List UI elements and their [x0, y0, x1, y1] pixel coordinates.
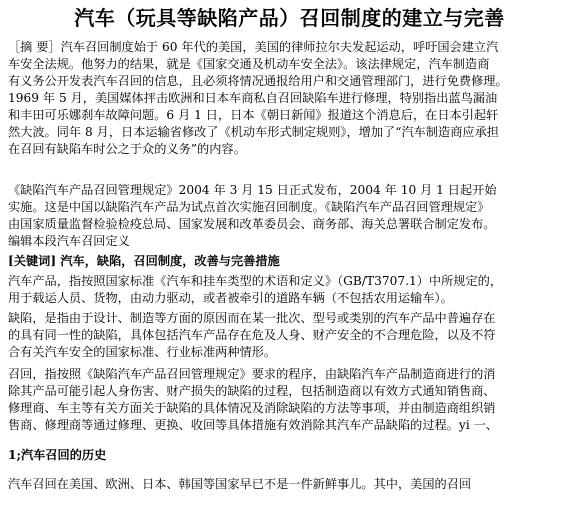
definition-product-line-1: 汽车产品，指按照国家标准《汽车和挂车类型的术语和定义》（GB/T3707.1）中所规定的，: [8, 274, 503, 288]
document-title: 汽车（玩具等缺陷产品）召回制度的建立与完善: [74, 6, 505, 30]
history-paragraph-line-1: 汽车召回在美国、欧洲、日本、韩国等国家早已不是一件新鲜事儿。其中，美国的召回: [8, 477, 472, 491]
keywords-line: [关键词] 汽车，缺陷，召回制度，改善与完善措施: [8, 254, 280, 268]
definition-recall-line-3: 修理商、车主等有关方面关于缺陷的具体情况及消除缺陷的方法等事项，并由制造商组织销: [8, 401, 496, 415]
abstract-line-6: 然大波。同年 8 月，日本运输省修改了《机动车形式制定规则》，增加了“汽车制造商应承担: [8, 125, 499, 139]
abstract-line-1: ［摘 要］汽车召回制度始于 60 年代的美国，美国的律师拉尔夫发起运动，呼吁国会建立汽: [8, 40, 499, 54]
definition-defect-line-3: 合有关汽车安全的国家标准、行业标准两种情形。: [8, 345, 277, 359]
abstract-line-5: 和丰田可乐娜刹车故障问题。6 月 1 日，日本《朝日新闻》报道这个消息后，在日本引起轩: [8, 108, 499, 122]
abstract-line-3: 有义务公开发表汽车召回的信息，且必须将情况通报给用户和交通管理部门，进行免费修理。: [8, 74, 508, 88]
definition-defect-line-2: 的具有同一性的缺陷，具体包括汽车产品存在危及人身、财产安全的不合理危险，以及不符: [8, 328, 496, 342]
definition-recall-line-1: 召回，指按照《缺陷汽车产品召回管理规定》要求的程序，由缺陷汽车产品制造商进行的消: [8, 367, 496, 381]
regulation-line-3: 由国家质量监督检验检疫总局、国家发展和改革委员会、商务部、海关总署联合制定发布。: [8, 217, 496, 231]
regulation-line-1: 《缺陷汽车产品召回管理规定》2004 年 3 月 15 日正式发布，2004 年 10 月 1 日起开始: [8, 183, 497, 197]
abstract-line-2: 车安全法规。他努力的结果，就是《国家交通及机动车安全法》。该法律规定，汽车制造商: [8, 57, 490, 71]
abstract-line-7: 在召回有缺陷车时公之于众的义务”的内容。: [8, 142, 246, 156]
definition-defect-line-1: 缺陷，是指由于设计、制造等方面的原因而在某一批次、型号或类别的汽车产品中普遍存在: [8, 311, 496, 325]
section-label-definition: 编辑本段汽车召回定义: [8, 234, 130, 248]
definition-product-line-2: 用于载运人员、货物，由动力驱动，或者被牵引的道路车辆（不包括农用运输车）。: [8, 291, 453, 305]
regulation-line-2: 实施。这是中国以缺陷汽车产品为试点首次实施召回制度。《缺陷汽车产品召回管理规定》: [8, 200, 490, 214]
abstract-line-4: 1969 年 5 月，美国媒体抨击欧洲和日本车商私自召回缺陷车进行修理，特别指出蓝鸟漏油: [8, 91, 498, 105]
definition-recall-line-2: 除其产品可能引起人身伤害、财产损失的缺陷的过程，包括制造商以有效方式通知销售商、: [8, 384, 496, 398]
definition-recall-line-4: 售商、修理商等通过修理、更换、收回等具体措施有效消除其汽车产品缺陷的过程。yi 一、: [8, 418, 498, 432]
section-heading-history: 1;汽车召回的历史: [8, 448, 107, 462]
